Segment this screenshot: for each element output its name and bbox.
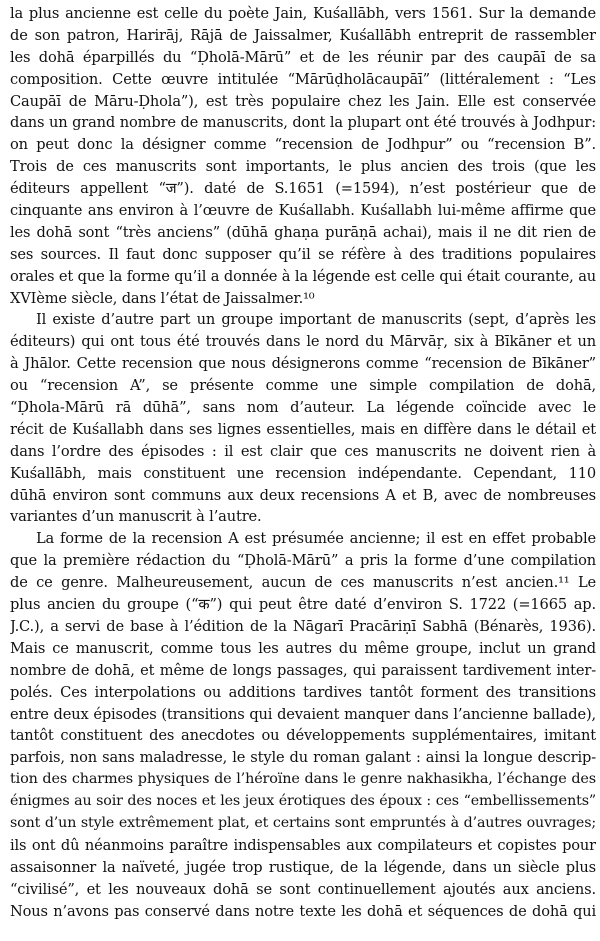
- text-line: de son patron, Harirāj, Rājā de Jaissalmer, Kuśallābh entreprit de rassembler: [10, 26, 596, 44]
- text-line: Trois de ces manuscrits sont importants, le plus ancien des trois (que les: [10, 158, 596, 176]
- text-line: à Jhālor. Cette recension que nous désignerons comme “recension de Bīkāner”: [10, 355, 596, 373]
- text-line: les dohā éparpillés du “Ḍholā-Mārū” et de les réunir par des caupāī de sa: [10, 48, 596, 66]
- document-page: [10, 0, 596, 941]
- paragraph-1: [10, 3, 596, 309]
- text-line: Mais ce manuscrit, comme tous les autres du même groupe, inclut un grand: [10, 639, 596, 657]
- text-line: Il existe d’autre part un groupe important de manuscrits (sept, d’après les: [36, 311, 596, 329]
- text-line: nombre de dohā, et même de longs passages, qui paraissent tardivement inter-: [10, 661, 596, 679]
- text-line: composition. Cette œuvre intitulée “Mārūḍholācaupāī” (littéralement : “Les: [10, 70, 596, 88]
- text-line: Caupāī de Māru-Ḍhola”), est très populaire chez les Jain. Elle est conservée: [10, 92, 596, 110]
- text-line: dūhā environ sont communs aux deux recensions A et B, avec de nombreuses: [10, 486, 596, 504]
- text-line: de ce genre. Malheureusement, aucun de ces manuscrits n’est ancien.¹¹ Le: [10, 574, 596, 592]
- text-line: on peut donc la désigner comme “recension de Jodhpur” ou “recension B”.: [10, 136, 596, 154]
- text-line: assaisonner la naïveté, jugée trop rustique, de la légende, dans un siècle plus: [10, 858, 596, 876]
- text-line: polés. Ces interpolations ou additions tardives tantôt forment des transitions: [10, 683, 596, 701]
- text-line: Nous n’avons pas conservé dans notre texte les dohā et séquences de dohā qui: [10, 902, 596, 920]
- text-line: ses sources. Il faut donc supposer qu’il se réfère à des traditions populaires: [10, 245, 596, 263]
- text-line: plus ancien du groupe (“क”) qui peut être daté d’environ S. 1722 (=1665 ap.: [10, 596, 596, 614]
- text-line: Kuśallābh, mais constituent une recension indépendante. Cependant, 110: [10, 464, 596, 482]
- paragraph-3: [10, 528, 596, 922]
- text-line: la plus ancienne est celle du poète Jain, Kuśallābh, vers 1561. Sur la demande: [10, 5, 596, 22]
- text-line: XVIème siècle, dans l’état de Jaissalmer.¹⁰: [10, 289, 315, 307]
- paragraph-2: [10, 309, 596, 528]
- text-line: “civilisé”, et les nouveaux dohā se sont continuellement ajoutés aux anciens.: [10, 880, 596, 898]
- text-line: parfois, non sans maladresse, le style du roman galant : ainsi la longue descrip-: [10, 749, 596, 767]
- text-line: que la première rédaction du “Ḍholā-Mārū” a pris la forme d’une compilation: [10, 552, 596, 570]
- text-line: La forme de la recension A est présumée ancienne; il est en effet probable: [36, 530, 596, 548]
- text-line: entre deux épisodes (transitions qui devaient manquer dans l’ancienne ballade),: [10, 705, 596, 723]
- text-line: tantôt constituent des anecdotes ou développements supplémentaires, imitant: [10, 727, 596, 745]
- text-line: éditeurs) qui ont tous été trouvés dans le nord du Mārvāṛ, six à Bīkāner et un: [10, 333, 596, 351]
- text-line: les dohā sont “très anciens” (dūhā ghaṇa purāṇā achai), mais il ne dit rien de: [10, 223, 596, 241]
- text-line: J.C.), a servi de base à l’édition de la Nāgarī Pracāriṇī Sabhā (Bénarès, 1936).: [10, 617, 596, 635]
- text-line: dans l’ordre des épisodes : il est clair que ces manuscrits ne doivent rien à: [10, 442, 596, 460]
- text-line: ils ont dû néanmoins paraître indispensables aux compilateurs et copistes pour: [10, 836, 596, 854]
- text-line: variantes d’un manuscrit à l’autre.: [10, 508, 262, 526]
- text-line: éditeurs appellent “ज”). daté de S.1651 (=1594), n’est postérieur que de: [10, 180, 596, 198]
- text-line: récit de Kuśallabh dans ses lignes essentielles, mais en diffère dans le détail et: [10, 420, 596, 438]
- text-line: tion des charmes physiques de l’héroïne dans le genre nakhasikha, l’échange des: [10, 771, 596, 788]
- text-line: “Ḍhola-Mārū rā dūhā”, sans nom d’auteur. La légende coïncide avec le: [10, 399, 596, 417]
- text-line: énigmes au soir des noces et les jeux érotiques des époux : ces “embellissements”: [10, 793, 596, 810]
- text-line: orales et que la forme qu’il a donnée à la légende est celle qui était courante, au: [10, 267, 596, 285]
- text-line: cinquante ans environ à l’œuvre de Kuśallabh. Kuśallabh lui-même affirme que: [10, 202, 596, 220]
- text-line: dans un grand nombre de manuscrits, dont la plupart ont été trouvés à Jodhpur:: [10, 114, 596, 132]
- text-line: sont d’un style extrêmement plat, et certains sont empruntés à d’autres ouvrages;: [10, 814, 596, 831]
- text-line: ou “recension A”, se présente comme une simple compilation de dohā,: [10, 377, 596, 395]
